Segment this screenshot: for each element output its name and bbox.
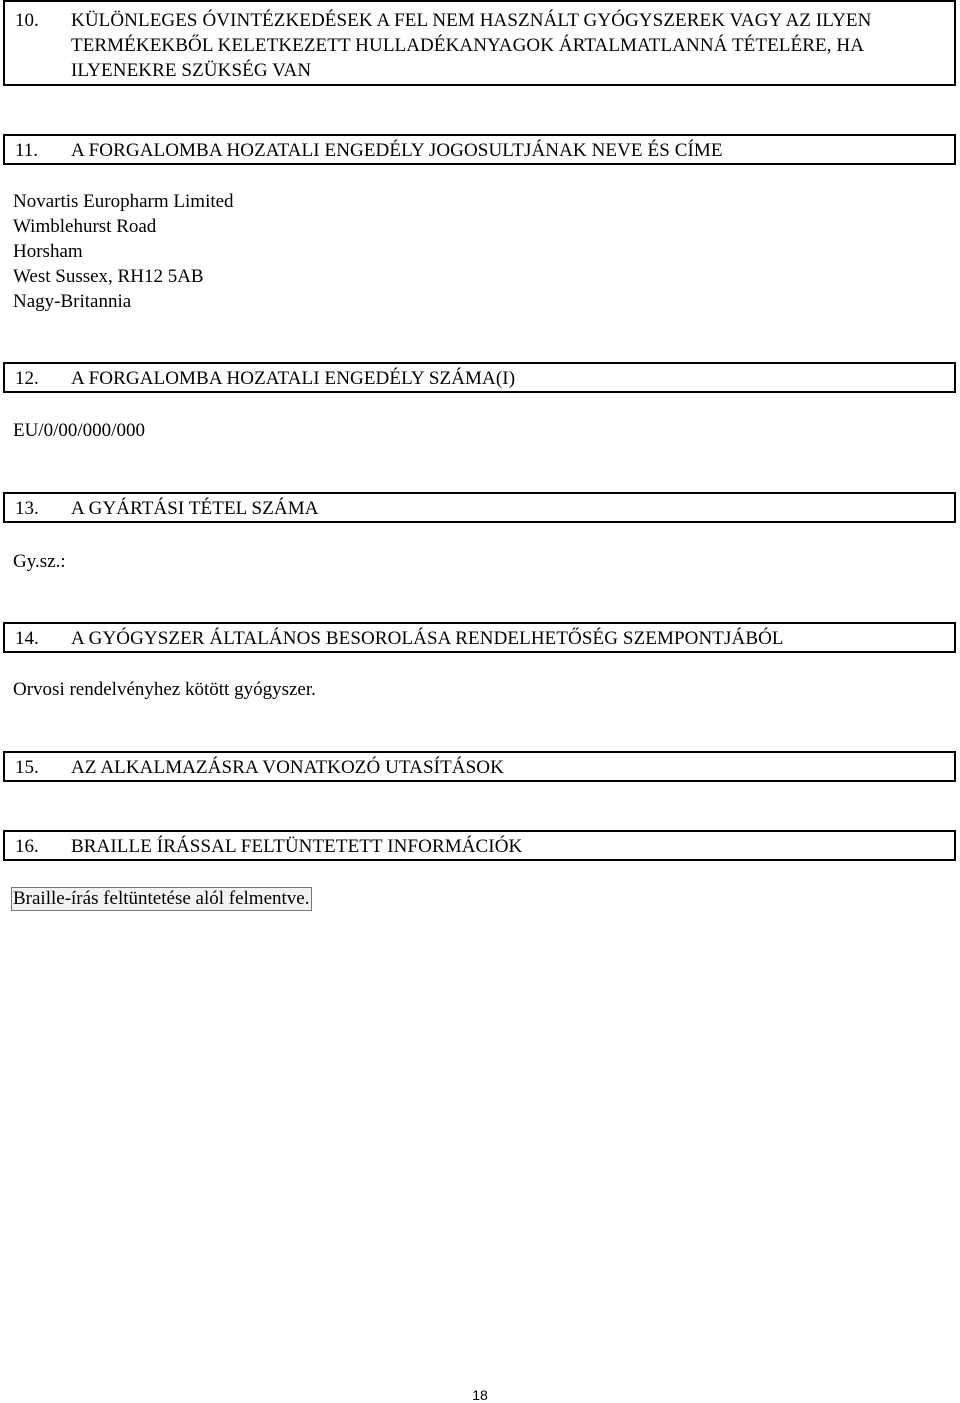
section-10-header xyxy=(3,0,956,86)
section-title: KÜLÖNLEGES ÓVINTÉZKEDÉSEK A FEL NEM HASZNÁLT GYÓGYSZEREK VAGY AZ ILYEN TERMÉKEKBŐL KELETKEZETT HULLADÉKANYAGOK ÁRTALMATLANNÁ TÉTELÉRE, HA ILYENEKRE SZÜKSÉG VAN xyxy=(71,10,872,81)
section-15-header xyxy=(3,751,956,782)
section-title: A FORGALOMBA HOZATALI ENGEDÉLY SZÁMA(I) xyxy=(71,368,516,389)
section-11-header xyxy=(3,134,956,165)
address-line: Nagy-Britannia xyxy=(13,291,132,312)
address-line: Wimblehurst Road xyxy=(13,216,157,237)
section-number: 10. xyxy=(15,10,39,31)
section-title: AZ ALKALMAZÁSRA VONATKOZÓ UTASÍTÁSOK xyxy=(71,757,504,778)
authorisation-number: EU/0/00/000/000 xyxy=(13,420,145,441)
section-number: 14. xyxy=(15,628,39,649)
section-number: 15. xyxy=(15,757,39,778)
braille-exemption-text: Braille-írás feltüntetése alól felmentve. xyxy=(13,888,310,909)
section-number: 13. xyxy=(15,498,39,519)
address-line: Novartis Europharm Limited xyxy=(13,191,234,212)
section-number: 11. xyxy=(15,140,39,161)
section-title: A FORGALOMBA HOZATALI ENGEDÉLY JOGOSULTJÁNAK NEVE ÉS CÍME xyxy=(71,140,723,161)
section-13-header xyxy=(3,492,956,523)
section-title: A GYÁRTÁSI TÉTEL SZÁMA xyxy=(71,498,319,519)
section-16-header xyxy=(3,830,956,861)
section-title: BRAILLE ÍRÁSSAL FELTÜNTETETT INFORMÁCIÓK xyxy=(71,836,523,857)
holder-address xyxy=(13,189,234,314)
address-line: West Sussex, RH12 5AB xyxy=(13,266,204,287)
section-number: 16. xyxy=(15,836,39,857)
page-number: 18 xyxy=(472,1387,488,1403)
section-12-header xyxy=(3,362,956,393)
batch-number-label: Gy.sz.: xyxy=(13,551,66,572)
section-14-header xyxy=(3,622,956,653)
address-line: Horsham xyxy=(13,241,83,262)
classification-text: Orvosi rendelvényhez kötött gyógyszer. xyxy=(13,679,316,700)
section-number: 12. xyxy=(15,368,39,389)
section-title: A GYÓGYSZER ÁLTALÁNOS BESOROLÁSA RENDELHETŐSÉG SZEMPONTJÁBÓL xyxy=(71,628,784,649)
